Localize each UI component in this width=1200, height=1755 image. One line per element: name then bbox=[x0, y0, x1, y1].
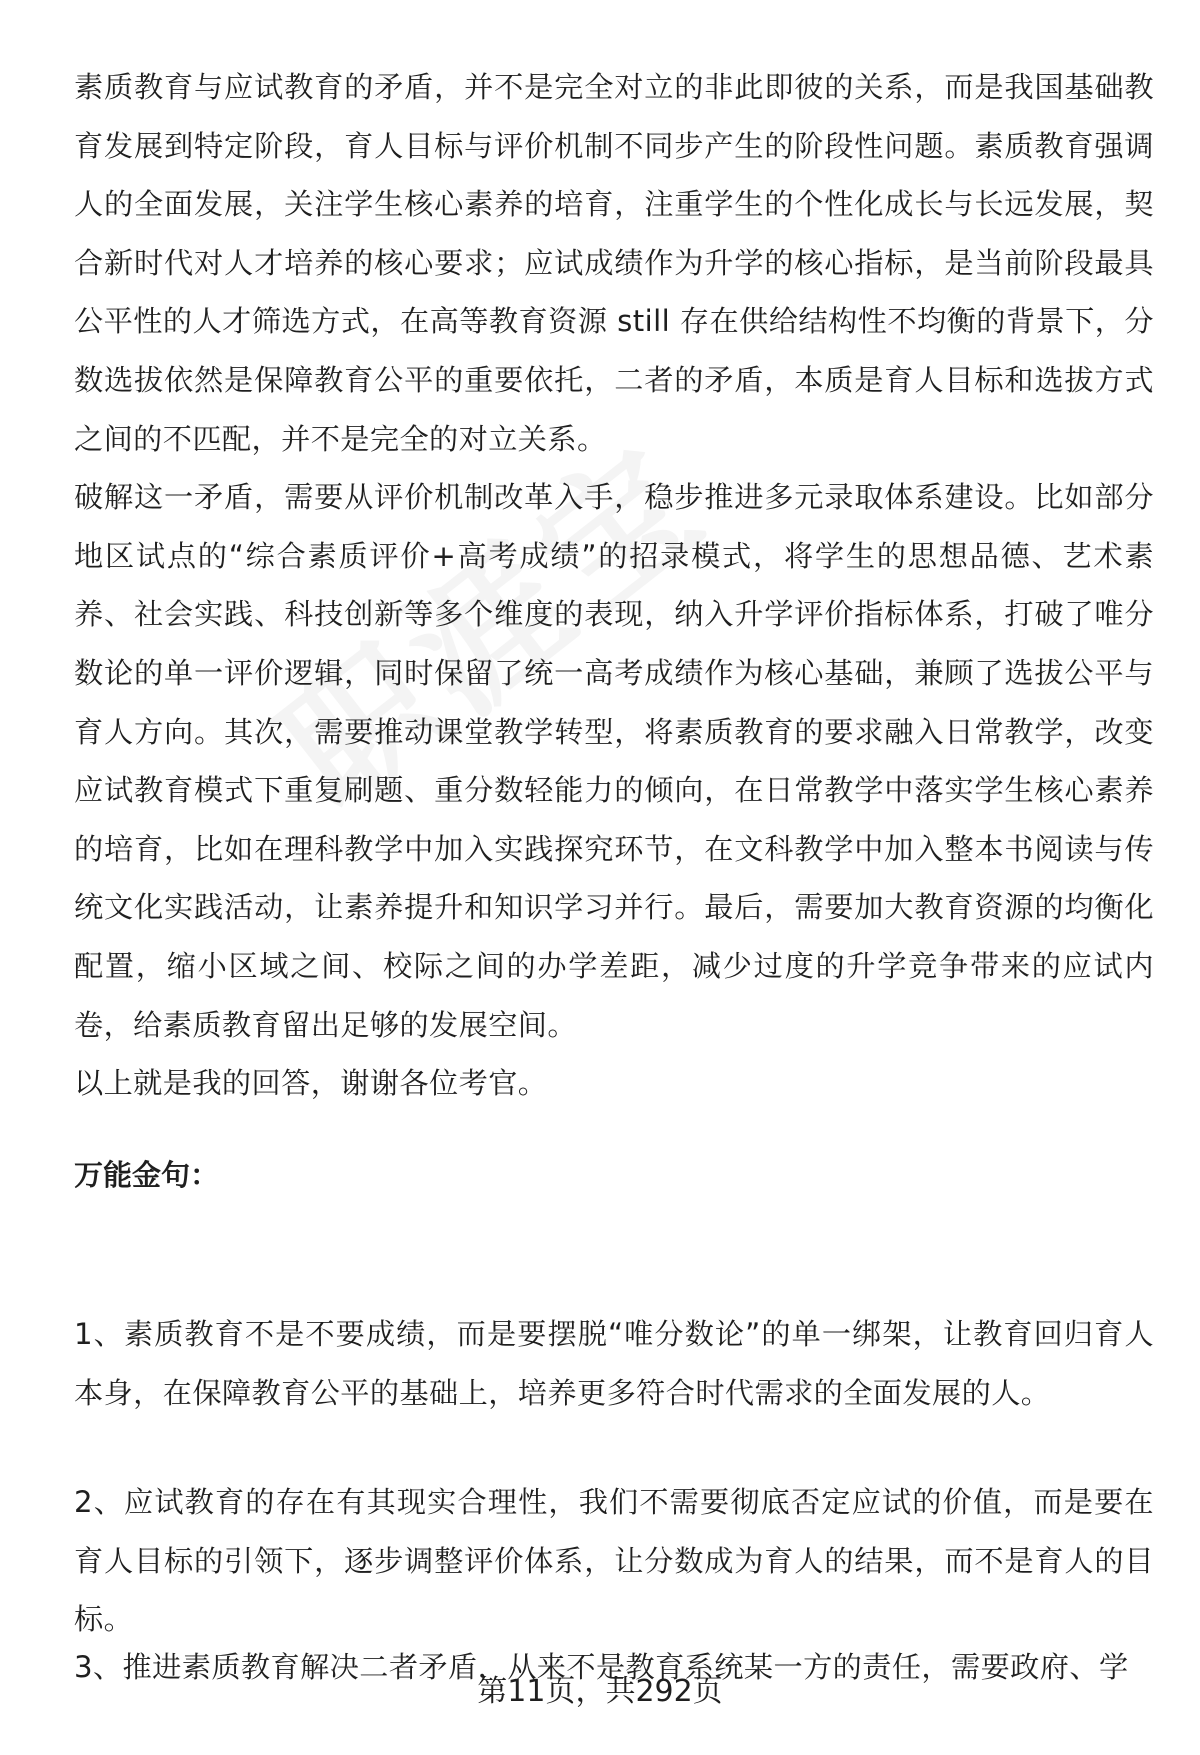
answer-paragraph-3: 以上就是我的回答，谢谢各位考官。 bbox=[74, 1066, 548, 1101]
answer-paragraph-1: 素质教育与应试教育的矛盾，并不是完全对立的非此即彼的关系，而是我国基础教育发展到特定阶段，育人目标与评价机制不同步产生的阶段性问题。素质教育强调人的全面发展，关注学生核心素养的培育，注重学生的个性化成长与长远发展，契合新时代对人才培养的核心要求；应试成绩作为升学的核心指标，是当前阶段最具公平性的人才筛选方式，在高等教育资源 still 存在供给结构性不均衡的背景下，分数选拔依然是保障教育公平的重要依托，二者的矛盾，本质是育人目标和选拔方式之间的不匹配，并不是完全的对立关系。 bbox=[74, 70, 1154, 456]
document-body bbox=[74, 58, 1154, 1684]
answer-paragraph-2: 破解这一矛盾，需要从评价机制改革入手，稳步推进多元录取体系建设。比如部分地区试点的“综合素质评价+高考成绩”的招录模式，将学生的思想品德、艺术素养、社会实践、科技创新等多个维度的表现，纳入升学评价指标体系，打破了唯分数论的单一评价逻辑，同时保留了统一高考成绩作为核心基础，兼顾了选拔公平与育人方向。其次，需要推动课堂教学转型，将素质教育的要求融入日常教学，改变应试教育模式下重复刷题、重分数轻能力的倾向，在日常教学中落实学生核心素养的培育，比如在理科教学中加入实践探究环节，在文科教学中加入整本书阅读与传统文化实践活动，让素养提升和知识学习并行。最后，需要加大教育资源的均衡化配置，缩小区域之间、校际之间的办学差距，减少过度的升学竞争带来的应试内卷，给素质教育留出足够的发展空间。 bbox=[74, 480, 1154, 1042]
golden-sentence-item: 3、推进素质教育解决二者矛盾，从来不是教育系统某一方的责任，需要政府、学 bbox=[74, 1650, 1129, 1684]
page-indicator: 第11页，共292页 bbox=[477, 1674, 723, 1709]
golden-sentence-item: 2、应试教育的存在有其现实合理性，我们不需要彻底否定应试的价值，而是要在育人目标的引领下，逐步调整评价体系，让分数成为育人的结果，而不是育人的目标。 bbox=[74, 1485, 1154, 1637]
golden-sentence-item: 1、素质教育不是不要成绩，而是要摆脱“唯分数论”的单一绑架，让教育回归育人本身，在保障教育公平的基础上，培养更多符合时代需求的全面发展的人。 bbox=[74, 1317, 1154, 1410]
golden-sentences-heading: 万能金句： bbox=[74, 1158, 220, 1192]
